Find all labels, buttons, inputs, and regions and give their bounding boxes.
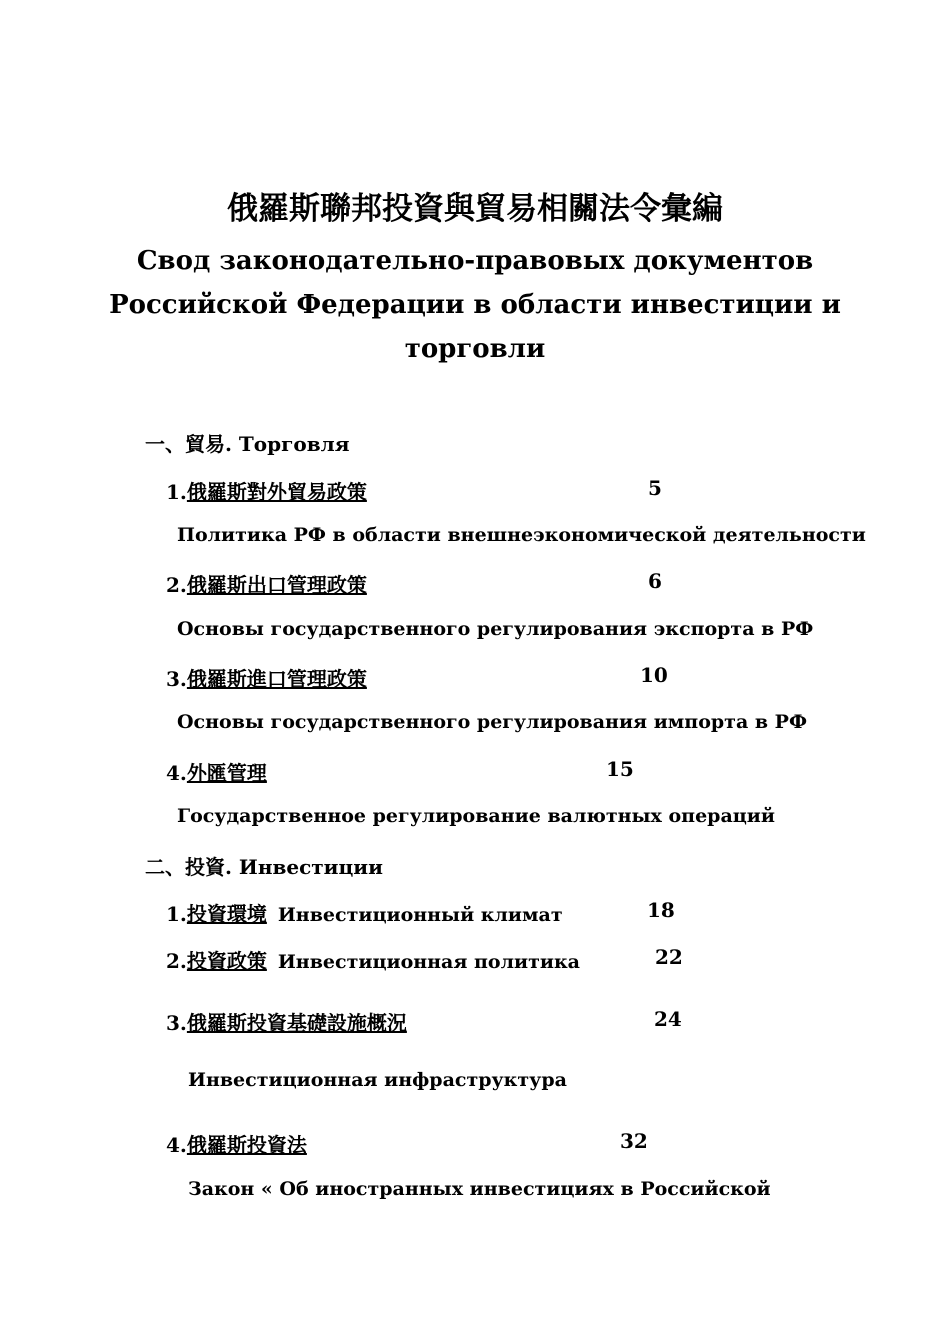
toc-entry-number: 2. xyxy=(166,949,187,973)
toc-entry-trade-4[interactable] xyxy=(166,757,267,786)
toc-entry-link[interactable]: 外匯管理 xyxy=(186,761,267,785)
document-title-zh: 俄羅斯聯邦投資與貿易相關法令彙編 xyxy=(227,191,723,227)
toc-entry-number: 3. xyxy=(166,1011,187,1035)
section-heading-investment: 二、投資. Инвестиции xyxy=(145,855,383,879)
toc-entry-ru-description: Инвестиционная инфраструктура xyxy=(188,1069,567,1091)
document-title-ru-line-3: торговли xyxy=(404,334,546,364)
toc-entry-link[interactable]: 投資政策 xyxy=(186,949,267,973)
toc-entry-link[interactable]: 俄羅斯投資法 xyxy=(186,1133,307,1157)
toc-entry-investment-4[interactable] xyxy=(166,1129,307,1158)
toc-entry-ru-description: Закон « Об иностранных инвестициях в Российской xyxy=(188,1178,771,1200)
toc-entry-link[interactable]: 俄羅斯對外貿易政策 xyxy=(186,480,367,504)
toc-entry-link[interactable]: 投資環境 xyxy=(186,902,267,926)
toc-entry-number: 4. xyxy=(166,1133,187,1157)
toc-entry-ru-description: Основы государственного регулирования экспорта в РФ xyxy=(177,618,814,640)
toc-entry-ru-description: Политика РФ в области внешнеэкономической деятельности xyxy=(177,524,866,546)
toc-page-number: 22 xyxy=(655,945,683,969)
toc-entry-investment-3[interactable] xyxy=(166,1007,407,1036)
toc-entry-trade-3[interactable] xyxy=(166,663,367,692)
toc-entry-number: 2. xyxy=(166,573,187,597)
section-heading-trade: 一、貿易. Торговля xyxy=(145,432,350,456)
toc-entry-link[interactable]: 俄羅斯投資基礎設施概況 xyxy=(186,1011,407,1035)
toc-entry-trade-1[interactable] xyxy=(166,476,367,505)
toc-page-number: 15 xyxy=(606,757,634,781)
toc-page-number: 32 xyxy=(620,1129,648,1153)
toc-page-number: 10 xyxy=(640,663,668,687)
toc-entry-ru-description: Государственное регулирование валютных операций xyxy=(177,805,775,827)
document-title-ru-line-1: Свод законодательно-правовых документов xyxy=(136,246,814,276)
toc-entry-investment-2[interactable] xyxy=(166,945,580,974)
toc-page-number: 5 xyxy=(648,476,662,500)
toc-entry-number: 1. xyxy=(166,902,187,926)
toc-entry-number: 1. xyxy=(166,480,187,504)
toc-entry-ru-description: Основы государственного регулирования импорта в РФ xyxy=(177,711,807,733)
toc-page-number: 18 xyxy=(647,898,675,922)
toc-entry-investment-1[interactable] xyxy=(166,898,563,927)
document-title-ru-line-2: Российской Федерации в области инвестиции и xyxy=(109,290,841,320)
toc-entry-link[interactable]: 俄羅斯進口管理政策 xyxy=(186,667,367,691)
toc-entry-number: 4. xyxy=(166,761,187,785)
toc-entry-number: 3. xyxy=(166,667,187,691)
toc-entry-ru-inline: Инвестиционный климат xyxy=(277,904,563,926)
toc-entry-trade-2[interactable] xyxy=(166,569,367,598)
toc-entry-link[interactable]: 俄羅斯出口管理政策 xyxy=(186,573,367,597)
toc-page-number: 6 xyxy=(648,569,662,593)
toc-entry-ru-inline: Инвестиционная политика xyxy=(277,951,580,973)
toc-page-number: 24 xyxy=(654,1007,682,1031)
